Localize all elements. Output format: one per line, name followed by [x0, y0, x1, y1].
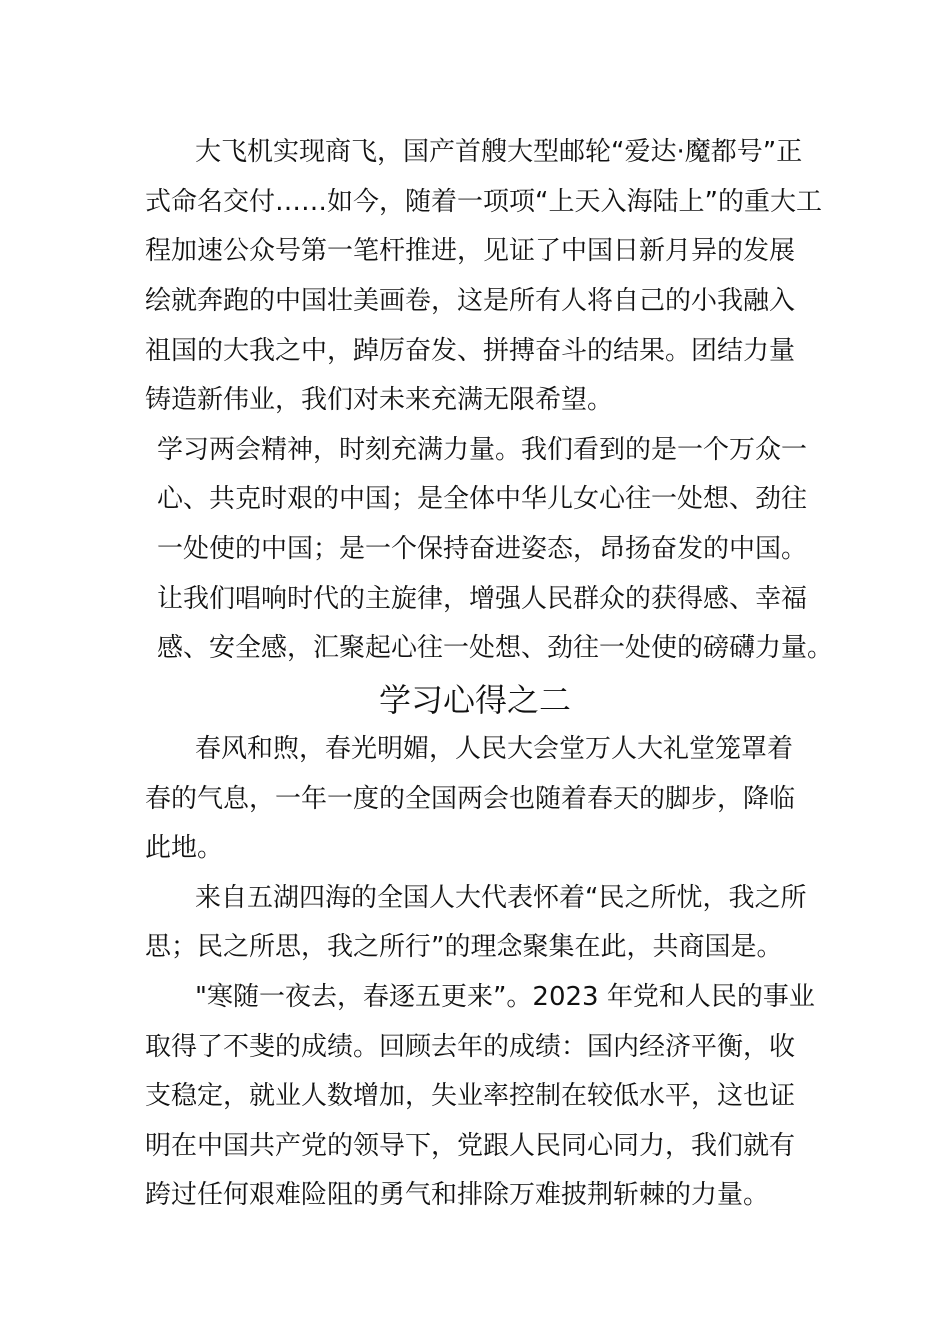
- paragraph-5-line-2: 取得了不斐的成绩。回顾去年的成绩：国内经济平衡，收: [145, 1032, 796, 1062]
- paragraph-3-line-1: 春风和煦，春光明媚，人民大会堂万人大礼堂笼罩着: [195, 734, 794, 764]
- paragraph-2-line-2: 心、共克时艰的中国；是全体中华儿女心往一处想、劲往: [157, 484, 808, 514]
- paragraph-5-line-1: "寒随一夜去，春逐五更来”。2023 年党和人民的事业: [195, 982, 815, 1012]
- paragraph-2-line-1: 学习两会精神，时刻充满力量。我们看到的是一个万众一: [157, 435, 808, 465]
- section-heading: 学习心得之二: [378, 681, 571, 719]
- paragraph-3-line-3: 此地。: [145, 833, 224, 863]
- paragraph-5-line-3: 支稳定，就业人数增加，失业率控制在较低水平，这也证: [145, 1081, 796, 1111]
- paragraph-1-line-2: 式命名交付……如今，随着一项项“上天入海陆上”的重大工: [145, 187, 822, 217]
- paragraph-2-line-5: 感、安全感，汇聚起心往一处想、劲往一处使的磅礴力量。: [157, 633, 834, 663]
- paragraph-3-line-2: 春的气息，一年一度的全国两会也随着春天的脚步，降临: [145, 784, 796, 814]
- paragraph-4-line-2: 思；民之所思，我之所行”的理念聚集在此，共商国是。: [145, 932, 783, 962]
- paragraph-2-line-4: 让我们唱响时代的主旋律，增强人民群众的获得感、幸福: [157, 584, 808, 614]
- paragraph-4-line-1: 来自五湖四海的全国人大代表怀着“民之所忧，我之所: [195, 883, 807, 913]
- paragraph-5-line-5: 跨过任何艰难险阻的勇气和排除万难披荆斩棘的力量。: [145, 1180, 770, 1210]
- paragraph-1-line-5: 祖国的大我之中，踔厉奋发、拼搏奋斗的结果。团结力量: [145, 336, 796, 366]
- paragraph-1-line-4: 绘就奔跑的中国壮美画卷，这是所有人将自己的小我融入: [145, 286, 796, 316]
- paragraph-1-line-3: 程加速公众号第一笔杆推进，见证了中国日新月异的发展: [145, 236, 796, 266]
- paragraph-1-line-6: 铸造新伟业，我们对未来充满无限希望。: [145, 385, 614, 415]
- paragraph-2-line-3: 一处使的中国；是一个保持奋进姿态，昂扬奋发的中国。: [157, 534, 808, 564]
- paragraph-5-line-4: 明在中国共产党的领导下，党跟人民同心同力，我们就有: [145, 1131, 796, 1161]
- paragraph-1-line-1: 大飞机实现商飞，国产首艘大型邮轮“爱达·魔都号”正: [195, 137, 803, 167]
